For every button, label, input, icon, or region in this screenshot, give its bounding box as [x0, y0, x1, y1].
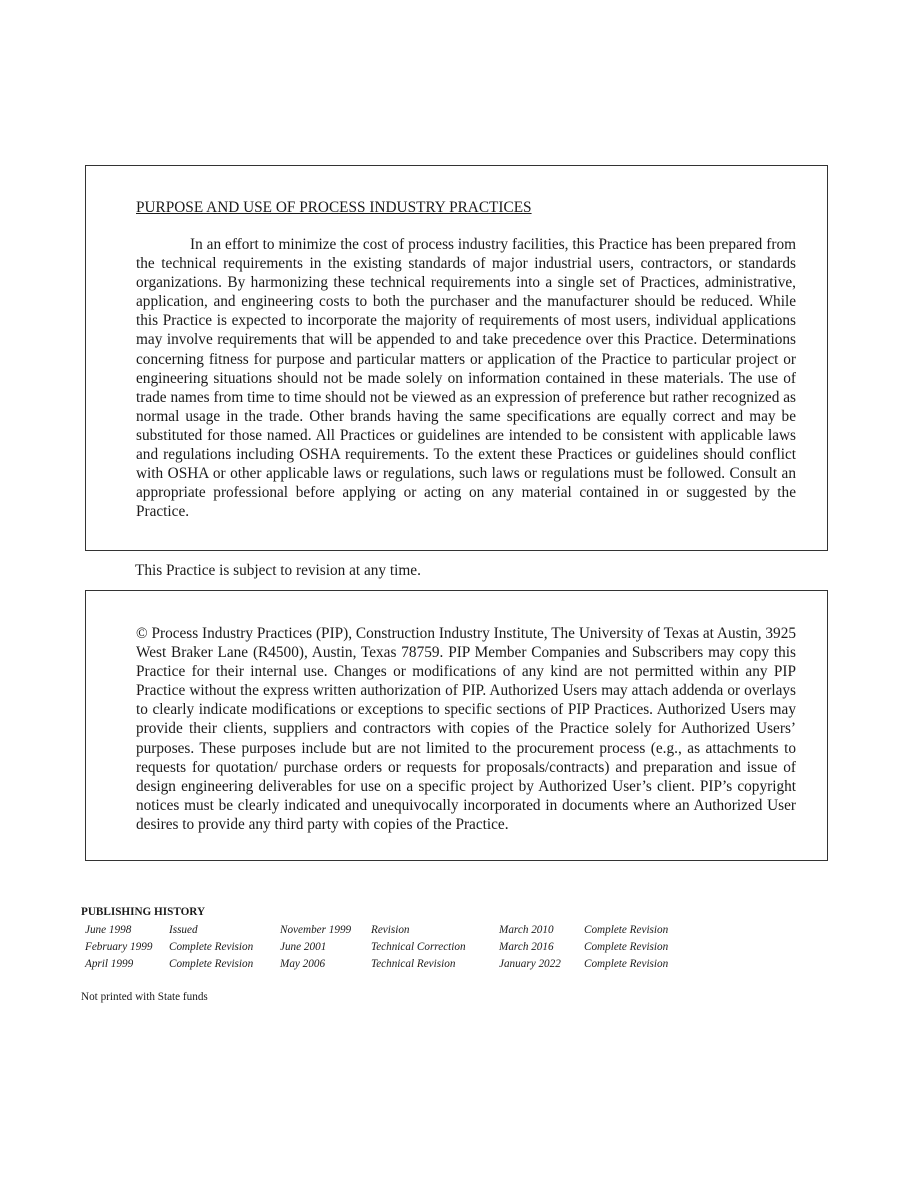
- history-event: Complete Revision: [584, 924, 669, 936]
- table-row: [81, 956, 672, 973]
- publishing-history-title: PUBLISHING HISTORY: [81, 906, 206, 918]
- history-event: Complete Revision: [169, 941, 254, 953]
- history-event: Revision: [371, 924, 410, 936]
- history-event: Issued: [169, 924, 198, 936]
- history-date: November 1999: [280, 924, 352, 936]
- purpose-heading: PURPOSE AND USE OF PROCESS INDUSTRY PRACTICES: [136, 199, 532, 216]
- history-date: June 2001: [280, 941, 327, 953]
- history-date: May 2006: [280, 958, 326, 970]
- copyright-paragraph: © Process Industry Practices (PIP), Construction Industry Institute, The University of Texas at Austin, 3925 West Braker Lane (R4500), Austin, Texas 78759. PIP Member Companies and Subscribers may copy this Practice for their internal use. Changes or modifications of any kind are not permitted within any PIP Practice without the express written authorization of PIP. Authorized Users may attach addenda or overlays to clearly indicate modifications or exceptions to specific sections of PIP Practices. Authorized Users may provide their clients, suppliers and contractors with copies of the Practice solely for Authorized Users’ purposes. These purposes include but are not limited to the procurement process (e.g., as attachments to requests for quotation/ purchase orders or requests for proposals/contracts) and preparation and issue of design engineering deliverables for use on a specific project by Authorized User’s client. PIP’s copyright notices must be clearly indicated and unequivocally incorporated in documents where an Authorized User desires to provide any third party with copies of the Practice.: [136, 625, 796, 833]
- history-date: June 1998: [85, 924, 132, 936]
- history-event: Complete Revision: [584, 958, 669, 970]
- history-event: Technical Revision: [371, 958, 456, 970]
- table-row: [81, 939, 672, 956]
- state-funds-note: Not printed with State funds: [81, 991, 208, 1003]
- history-event: Complete Revision: [584, 941, 669, 953]
- history-date: April 1999: [85, 958, 134, 970]
- purpose-content: [136, 198, 796, 521]
- history-date: January 2022: [499, 958, 561, 970]
- purpose-paragraph: In an effort to minimize the cost of process industry facilities, this Practice has been prepared from the technical requirements in the existing standards of major industrial users, contractors, or standards organizations. By harmonizing these technical requirements into a single set of Practices, administrative, application, and engineering costs to both the purchaser and the manufacturer should be reduced. While this Practice is expected to incorporate the majority of requirements of most users, individual applications may involve requirements that will be appended to and take precedence over this Practice. Determinations concerning fitness for purpose and particular matters or application of the Practice to particular project or engineering situations should not be made solely on information contained in these materials. The use of trade names from time to time should not be viewed as an expression of preference but rather recognized as normal usage in the trade. Other brands having the same specifications are equally correct and may be substituted for those named. All Practices or guidelines are intended to be consistent with applicable laws and regulations including OSHA requirements. To the extent these Practices or guidelines should conflict with OSHA or other applicable laws or regulations, such laws or regulations must be followed. Consult an appropriate professional before applying or acting on any material contained in or suggested by the Practice.: [136, 236, 796, 521]
- history-date: February 1999: [85, 941, 153, 953]
- copyright-box: [85, 590, 828, 861]
- purpose-box: [85, 165, 828, 551]
- copyright-content: [136, 624, 796, 834]
- history-date: March 2016: [499, 941, 554, 953]
- history-date: March 2010: [499, 924, 554, 936]
- revision-note: This Practice is subject to revision at any time.: [135, 562, 421, 579]
- history-event: Technical Correction: [371, 941, 466, 953]
- history-event: Complete Revision: [169, 958, 254, 970]
- table-row: [81, 922, 672, 939]
- publishing-history-table: [81, 922, 672, 973]
- publishing-history: [81, 905, 672, 973]
